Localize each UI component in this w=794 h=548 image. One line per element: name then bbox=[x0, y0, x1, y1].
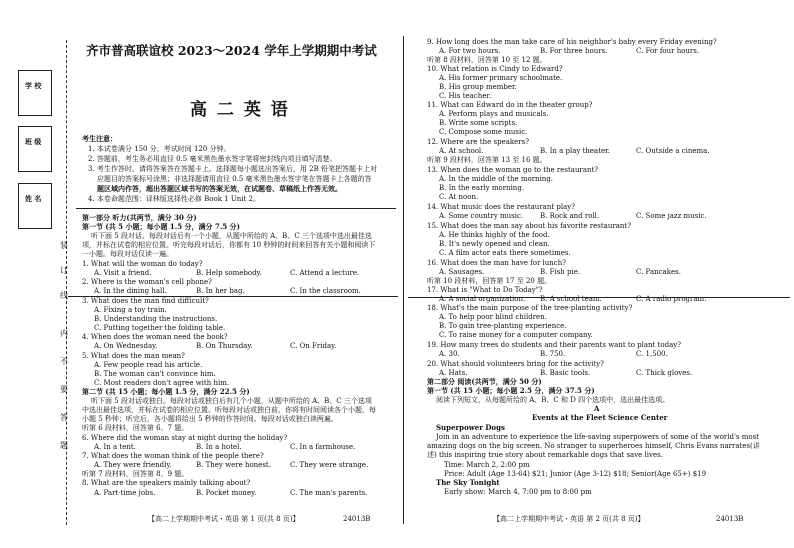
question-5: 5. What does the man mean? bbox=[82, 352, 185, 360]
notes-divider bbox=[76, 208, 396, 209]
option-9b[interactable]: B. For three hours. bbox=[540, 47, 608, 55]
school-label: 学 校 bbox=[25, 81, 42, 90]
segment-note: 听第 7 段材料，回答第 8、9 题。 bbox=[82, 470, 189, 478]
option-2c[interactable]: C. In the classroom. bbox=[290, 287, 361, 295]
option-16a[interactable]: A. Sausages. bbox=[439, 268, 485, 276]
event-time: Time: March 2, 2:00 pm bbox=[444, 461, 530, 469]
option-8a[interactable]: A. Part-time jobs. bbox=[94, 489, 156, 497]
seal-char: 题 bbox=[60, 441, 68, 450]
seal-char: 答 bbox=[60, 413, 68, 422]
option-6a[interactable]: A. In a tent. bbox=[94, 443, 136, 451]
seal-char: 内 bbox=[60, 329, 68, 338]
question-17: 17. What is "What to Do Today"? bbox=[427, 286, 543, 294]
option-12c[interactable]: C. Outside a cinema. bbox=[636, 147, 710, 155]
option-9c[interactable]: C. For four hours. bbox=[636, 47, 700, 55]
option-1b[interactable]: B. Help somebody. bbox=[196, 269, 262, 277]
option-4a[interactable]: A. On Wednesday. bbox=[94, 342, 158, 350]
note-line: 2. 答题前，考生务必用直径 0.5 毫米黑色墨水签字笔将密封线内项目填写清楚。 bbox=[88, 155, 337, 163]
instruction-line: 听第 6 段材料，回答第 6、7 题。 bbox=[82, 424, 189, 432]
question-1: 1. What will the woman do today? bbox=[82, 260, 203, 268]
reading-instruction: 阅读下列短文，从每题所给的 A、B、C 和 D 四个选项中，选出最佳选项。 bbox=[436, 396, 670, 404]
option-8b[interactable]: B. Pocket money. bbox=[196, 489, 257, 497]
event-text: Join in an adventure to experience the life-saving superpowers of some of the world's most bbox=[436, 433, 759, 441]
name-label: 姓 名 bbox=[25, 194, 42, 203]
question-2: 2. Where is the woman's cell phone? bbox=[82, 278, 212, 286]
option-7a[interactable]: A. They were friendly. bbox=[94, 461, 172, 469]
question-7: 7. What does the woman think of the people there? bbox=[82, 452, 264, 460]
event-text: amazing dogs on the big screen. No stranger to superheroes himself, Chris Evans narrates(讲 bbox=[427, 442, 760, 450]
option-12a[interactable]: A. At school. bbox=[439, 147, 484, 155]
option-19b[interactable]: B. 750. bbox=[540, 350, 566, 358]
question-18: 18. What's the main purpose of the tree-planting activity? bbox=[427, 304, 633, 312]
option-18c[interactable]: C. To raise money for a computer company. bbox=[439, 331, 593, 339]
option-8c[interactable]: C. The man's parents. bbox=[290, 489, 368, 497]
option-14c[interactable]: C. Some jazz music. bbox=[636, 212, 707, 220]
question-6: 6. Where did the woman stay at night during the holiday? bbox=[82, 434, 288, 442]
part1-heading: 第一部分 听力(共两节，满分 30 分) bbox=[82, 213, 197, 222]
option-16b[interactable]: B. Fish pie. bbox=[540, 268, 581, 276]
note-line: 4. 本卷命题范围：译林版选择性必修 Book 1 Unit 2。 bbox=[88, 195, 260, 203]
seal-char: 线 bbox=[60, 291, 68, 300]
option-7c[interactable]: C. They were strange. bbox=[290, 461, 369, 469]
option-5a[interactable]: A. Few people read his article. bbox=[94, 361, 203, 369]
segment-note: 听第 10 段材料，回答第 17 至 20 题。 bbox=[427, 277, 552, 285]
segment-note: 听第 8 段材料，回答第 10 至 12 题。 bbox=[427, 56, 547, 64]
option-10a[interactable]: A. His former primary schoolmate. bbox=[439, 74, 563, 82]
option-1c[interactable]: C. Attend a lecture. bbox=[290, 269, 360, 277]
option-15c[interactable]: C. A film actor eats there sometimes. bbox=[439, 249, 571, 257]
option-13a[interactable]: A. In the middle of the morning. bbox=[439, 175, 554, 183]
option-13c[interactable]: C. At noon. bbox=[439, 193, 479, 201]
page-footer: 【高二上学期期中考试・英语 第 2 页(共 8 页)】 bbox=[493, 515, 645, 523]
seal-char: 要 bbox=[60, 385, 68, 394]
option-15a[interactable]: A. He thinks highly of the food. bbox=[439, 231, 550, 239]
page-footer: 【高二上学期期中考试・英语 第 1 页(共 8 页)】 bbox=[148, 515, 300, 523]
option-4b[interactable]: B. On Thursday. bbox=[196, 342, 253, 350]
page-split bbox=[403, 36, 404, 524]
option-18b[interactable]: B. To gain tree-planting experience. bbox=[439, 322, 567, 330]
question-10: 10. What relation is Cindy to Edward? bbox=[427, 65, 563, 73]
school-box[interactable] bbox=[18, 70, 52, 116]
question-14: 14. What music does the restaurant play? bbox=[427, 203, 575, 211]
name-box[interactable] bbox=[18, 183, 52, 229]
option-18a[interactable]: A. To help poor blind children. bbox=[439, 313, 547, 321]
class-box[interactable] bbox=[18, 126, 52, 172]
option-3b[interactable]: B. Understanding the instructions. bbox=[94, 315, 218, 323]
option-19a[interactable]: A. 30. bbox=[439, 350, 460, 358]
option-11c[interactable]: C. Compose some music. bbox=[439, 128, 528, 136]
option-3c[interactable]: C. Putting together the folding table. bbox=[94, 324, 226, 332]
section1-heading: 第一节 (共 5 小题；每小题 1.5 分，满分 7.5 分) bbox=[82, 222, 240, 231]
question-4: 4. When does the woman need the book? bbox=[82, 333, 228, 341]
option-20c[interactable]: C. Thick gloves. bbox=[636, 369, 693, 377]
question-12: 12. Where are the speakers? bbox=[427, 138, 529, 146]
instruction-line: 听下面 5 段对话。每段对话后有一个小题，从题中所给的 A、B、C 三个选项中选出最佳选 bbox=[91, 232, 372, 240]
part2-heading: 第二部分 阅读(共两节，满分 50 分) bbox=[427, 377, 542, 386]
note-line: 1. 本试卷满分 150 分，考试时间 120 分钟。 bbox=[88, 145, 231, 153]
instruction-line: 小题 5 秒钟；听完后，各小题将给出 5 秒钟的作答时间。每段对话或独白读两遍。 bbox=[82, 415, 338, 423]
page-title: 高 二 英 语 bbox=[190, 100, 290, 120]
event-time: Early show: March 4, 7:00 pm to 8:00 pm bbox=[444, 488, 592, 496]
event-price: Price: Adult (Age 13-64) $21; Junior (Age 3-12) $18; Senior(Age 65+) $19 bbox=[444, 470, 707, 478]
option-9a[interactable]: A. For two hours. bbox=[439, 47, 501, 55]
option-11b[interactable]: B. Write some scripts. bbox=[439, 119, 518, 127]
option-13b[interactable]: B. In the early morning. bbox=[439, 184, 525, 192]
option-7b[interactable]: B. They were honest. bbox=[196, 461, 271, 469]
question-19: 19. How many trees do students and their parents want to plant today? bbox=[427, 341, 681, 349]
fold-line bbox=[408, 297, 790, 298]
seal-char: 不 bbox=[60, 357, 68, 366]
option-14a[interactable]: A. Some country music. bbox=[439, 212, 524, 220]
segment-note: 听第 9 段材料，回答第 13 至 16 题。 bbox=[427, 156, 547, 164]
passage-title: Events at the Fleet Science Center bbox=[532, 413, 668, 422]
option-1a[interactable]: A. Visit a friend. bbox=[94, 269, 152, 277]
option-6b[interactable]: B. In a hotel. bbox=[196, 443, 242, 451]
option-10b[interactable]: B. His group member. bbox=[439, 83, 517, 91]
instruction-line: 听下面 5 段对话或独白。每段对话或独白后有几个小题，从题中所给的 A、B、C 三个选项 bbox=[91, 397, 372, 405]
instruction-line: 项，并标在试卷的相应位置。听完每段对话后，你都有 10 秒钟的时间来回答有关小题和阅读下 bbox=[82, 241, 376, 249]
option-5c[interactable]: C. Most readers don't agree with him. bbox=[94, 379, 230, 387]
question-9: 9. How long does the man take care of his neighbor's baby every Friday evening? bbox=[427, 38, 717, 46]
notes-title: 考生注意： bbox=[82, 134, 117, 143]
paper-code: 24013B bbox=[343, 515, 371, 523]
event-title: Superpower Dogs bbox=[436, 423, 505, 432]
seal-line bbox=[66, 40, 67, 525]
option-6c[interactable]: C. In a farmhouse. bbox=[290, 443, 356, 451]
option-2b[interactable]: B. In her bag. bbox=[196, 287, 245, 295]
option-17c[interactable]: C. A radio program. bbox=[636, 295, 707, 303]
option-5b[interactable]: B. The woman can't convince him. bbox=[94, 370, 216, 378]
question-15: 15. What does the man say about his favorite restaurant? bbox=[427, 222, 631, 230]
option-10c[interactable]: C. His teacher. bbox=[439, 92, 492, 100]
option-16c[interactable]: C. Pancakes. bbox=[636, 268, 681, 276]
option-17a[interactable]: A. A social organization. bbox=[439, 295, 526, 303]
option-17b[interactable]: B. A school team. bbox=[540, 295, 602, 303]
section2-heading: 第二节 (共 15 小题；每小题 1.5 分，满分 22.5 分) bbox=[82, 387, 250, 396]
question-8: 8. What are the speakers mainly talking about? bbox=[82, 479, 251, 487]
instruction-line: 中选出最佳选项，并标在试卷的相应位置。听每段对话或独白前，你将有时间阅读各个小题，每 bbox=[82, 406, 376, 414]
question-16: 16. What does the man have for lunch? bbox=[427, 259, 566, 267]
seal-char: 订 bbox=[60, 266, 68, 275]
option-2a[interactable]: A. In the dining hall. bbox=[94, 287, 167, 295]
option-3a[interactable]: A. Fixing a toy train. bbox=[94, 306, 167, 314]
event-text: 述) this inspiring true story about remarkable dogs that save lives. bbox=[427, 451, 663, 459]
note-line: 应题目的答案标号涂黑；非选择题请用直径 0.5 毫米黑色墨水签字笔在答题卡上各题的答 bbox=[97, 175, 372, 183]
note-line: 3. 考生作答时，请将答案答在答题卡上。选择题每小题选出答案后，用 2B 铅笔把答题卡上对 bbox=[88, 165, 377, 173]
option-4c[interactable]: C. On Friday. bbox=[290, 342, 337, 350]
option-14b[interactable]: B. Rock and roll. bbox=[540, 212, 600, 220]
paper-code: 24013B bbox=[716, 515, 744, 523]
reading-section1-heading: 第一节 (共 15 小题；每小题 2.5 分，满分 37.5 分) bbox=[427, 386, 595, 395]
option-15b[interactable]: B. It's newly opened and clean. bbox=[439, 240, 550, 248]
question-3: 3. What does the man find difficult? bbox=[82, 297, 209, 305]
question-20: 20. What should volunteers bring for the activity? bbox=[427, 360, 604, 368]
passage-letter: A bbox=[594, 404, 600, 413]
option-20b[interactable]: B. Basic tools. bbox=[540, 369, 591, 377]
class-label: 班 级 bbox=[25, 137, 42, 146]
note-line: 题区域内作答，超出答题区域书写的答案无效，在试题卷、草稿纸上作答无效。 bbox=[97, 184, 342, 193]
instruction-line: 一小题。每段对话仅读一遍。 bbox=[82, 250, 173, 258]
option-19c[interactable]: C. 1,500. bbox=[636, 350, 668, 358]
option-11a[interactable]: A. Perform plays and musicals. bbox=[439, 110, 549, 118]
exam-header: 齐市普高联谊校 2023～2024 学年上学期期中考试 bbox=[86, 43, 377, 58]
event-title: The Sky Tonight bbox=[436, 478, 500, 487]
option-20a[interactable]: A. Hats. bbox=[439, 369, 468, 377]
seal-char: 装 bbox=[60, 241, 68, 250]
question-11: 11. What can Edward do in the theater group? bbox=[427, 101, 593, 109]
option-12b[interactable]: B. In a play theater. bbox=[540, 147, 610, 155]
question-13: 13. When does the woman go to the restaurant? bbox=[427, 166, 599, 174]
